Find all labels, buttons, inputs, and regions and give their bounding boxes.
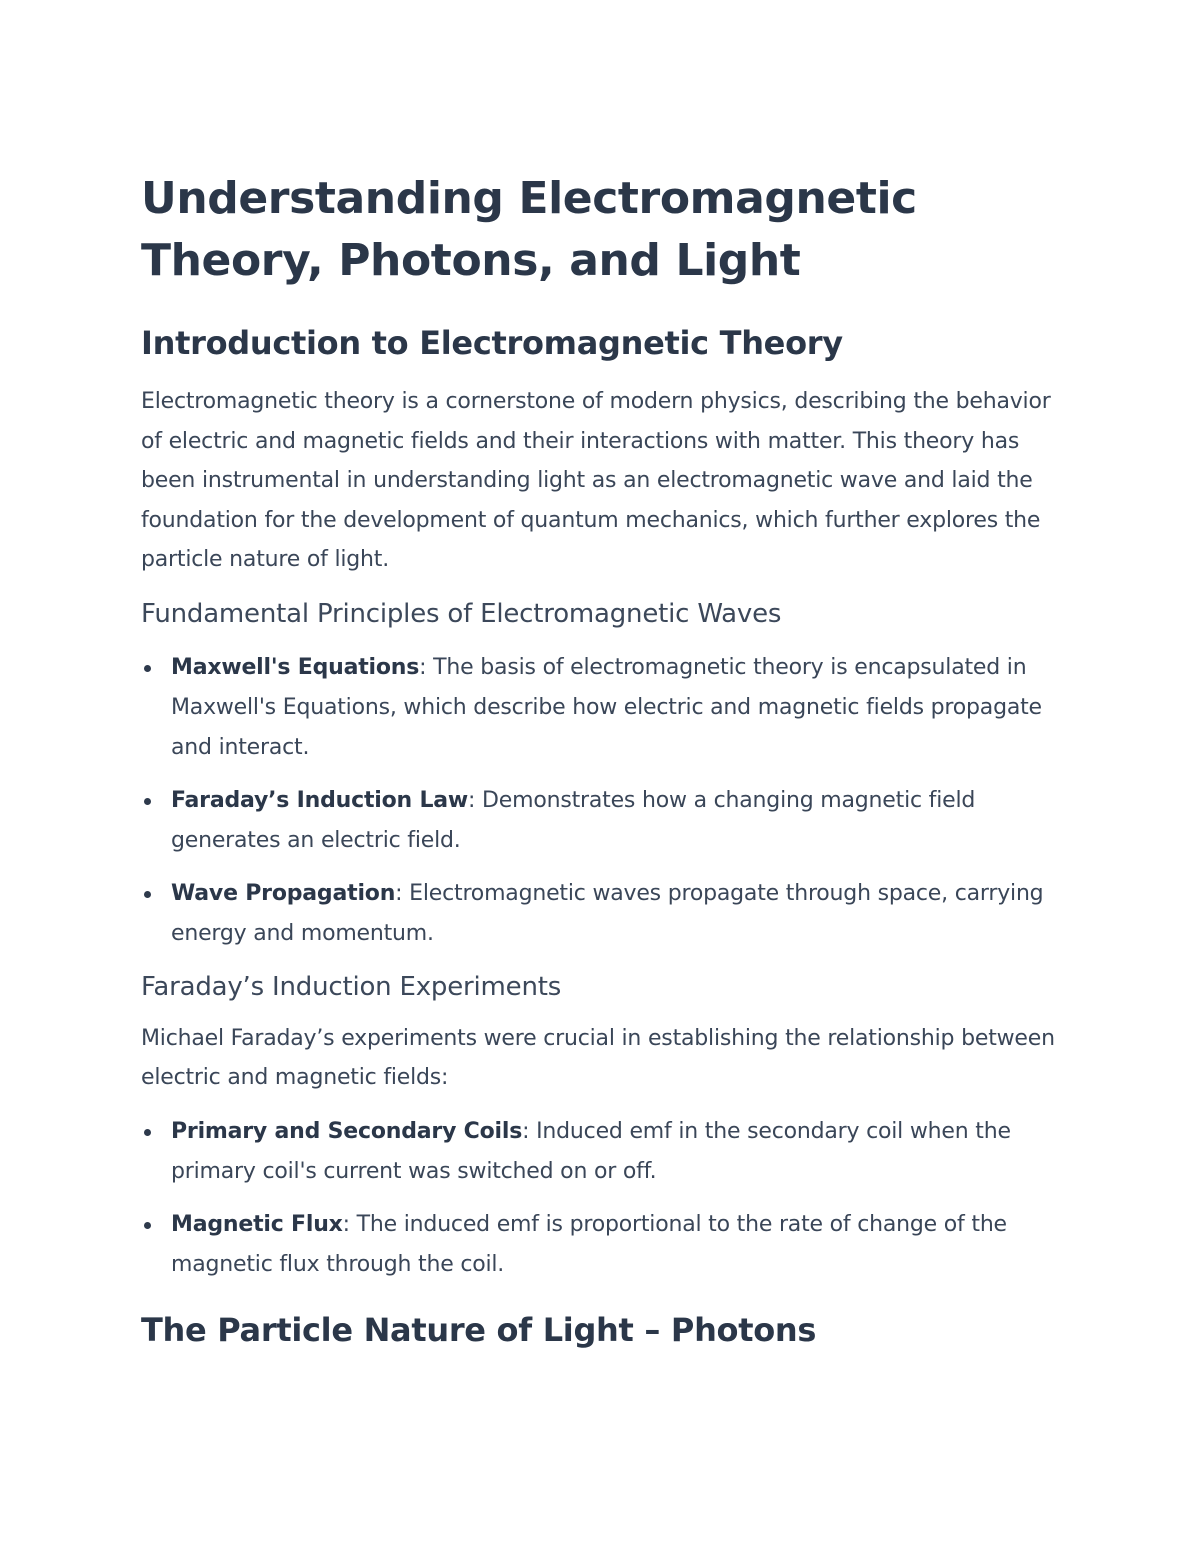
list-item (141, 1112, 1071, 1192)
list-item-text: : Induced emf in the secondary coil when the primary coil's current was switched on or off. (171, 1118, 1011, 1184)
document-page (141, 168, 1071, 1353)
subsection-heading-faraday: Faraday’s Induction Experiments (141, 971, 562, 1002)
list-item-term: Faraday’s Induction Law (171, 787, 469, 813)
list-item-term: Maxwell's Equations (171, 654, 420, 680)
list-item-text: : Demonstrates how a changing magnetic field generates an electric field. (171, 787, 976, 853)
section-heading-photons: The Particle Nature of Light – Photons (141, 1310, 817, 1349)
faraday-list (141, 1112, 1071, 1285)
list-item (141, 648, 1071, 768)
bullet-icon (144, 1222, 151, 1229)
principles-list (141, 648, 1071, 954)
list-item-term: Wave Propagation (171, 880, 396, 906)
section-heading-intro: Introduction to Electromagnetic Theory (141, 324, 843, 362)
list-item (141, 1205, 1071, 1285)
bullet-icon (144, 798, 151, 805)
subsection-heading-principles: Fundamental Principles of Electromagnetic Waves (141, 598, 782, 629)
bullet-icon (144, 1129, 151, 1136)
list-item-term: Magnetic Flux (171, 1211, 343, 1237)
bullet-icon (144, 665, 151, 672)
list-item (141, 874, 1071, 954)
document-title: Understanding Electromagnetic Theory, Photons, and Light (141, 173, 917, 286)
list-item-text: : The induced emf is proportional to the rate of change of the magnetic flux through the coil. (171, 1211, 1007, 1277)
faraday-paragraph: Michael Faraday’s experiments were crucial in establishing the relationship between electric and magnetic fields: (141, 1025, 1055, 1090)
list-item-text: : Electromagnetic waves propagate through space, carrying energy and momentum. (171, 880, 1044, 946)
bullet-icon (144, 891, 151, 898)
intro-paragraph: Electromagnetic theory is a cornerstone of modern physics, describing the behavior of electric and magnetic fields and their interactions with matter. This theory has been instrumental in understanding light as an electromagnetic wave and laid the foundation for the development of quantum mechanics, which further explores the particle nature of light. (141, 389, 1051, 572)
list-item (141, 781, 1071, 861)
list-item-term: Primary and Secondary Coils (171, 1118, 523, 1144)
list-item-text: : The basis of electromagnetic theory is encapsulated in Maxwell's Equations, which describe how electric and magnetic fields propagate and interact. (171, 654, 1042, 760)
